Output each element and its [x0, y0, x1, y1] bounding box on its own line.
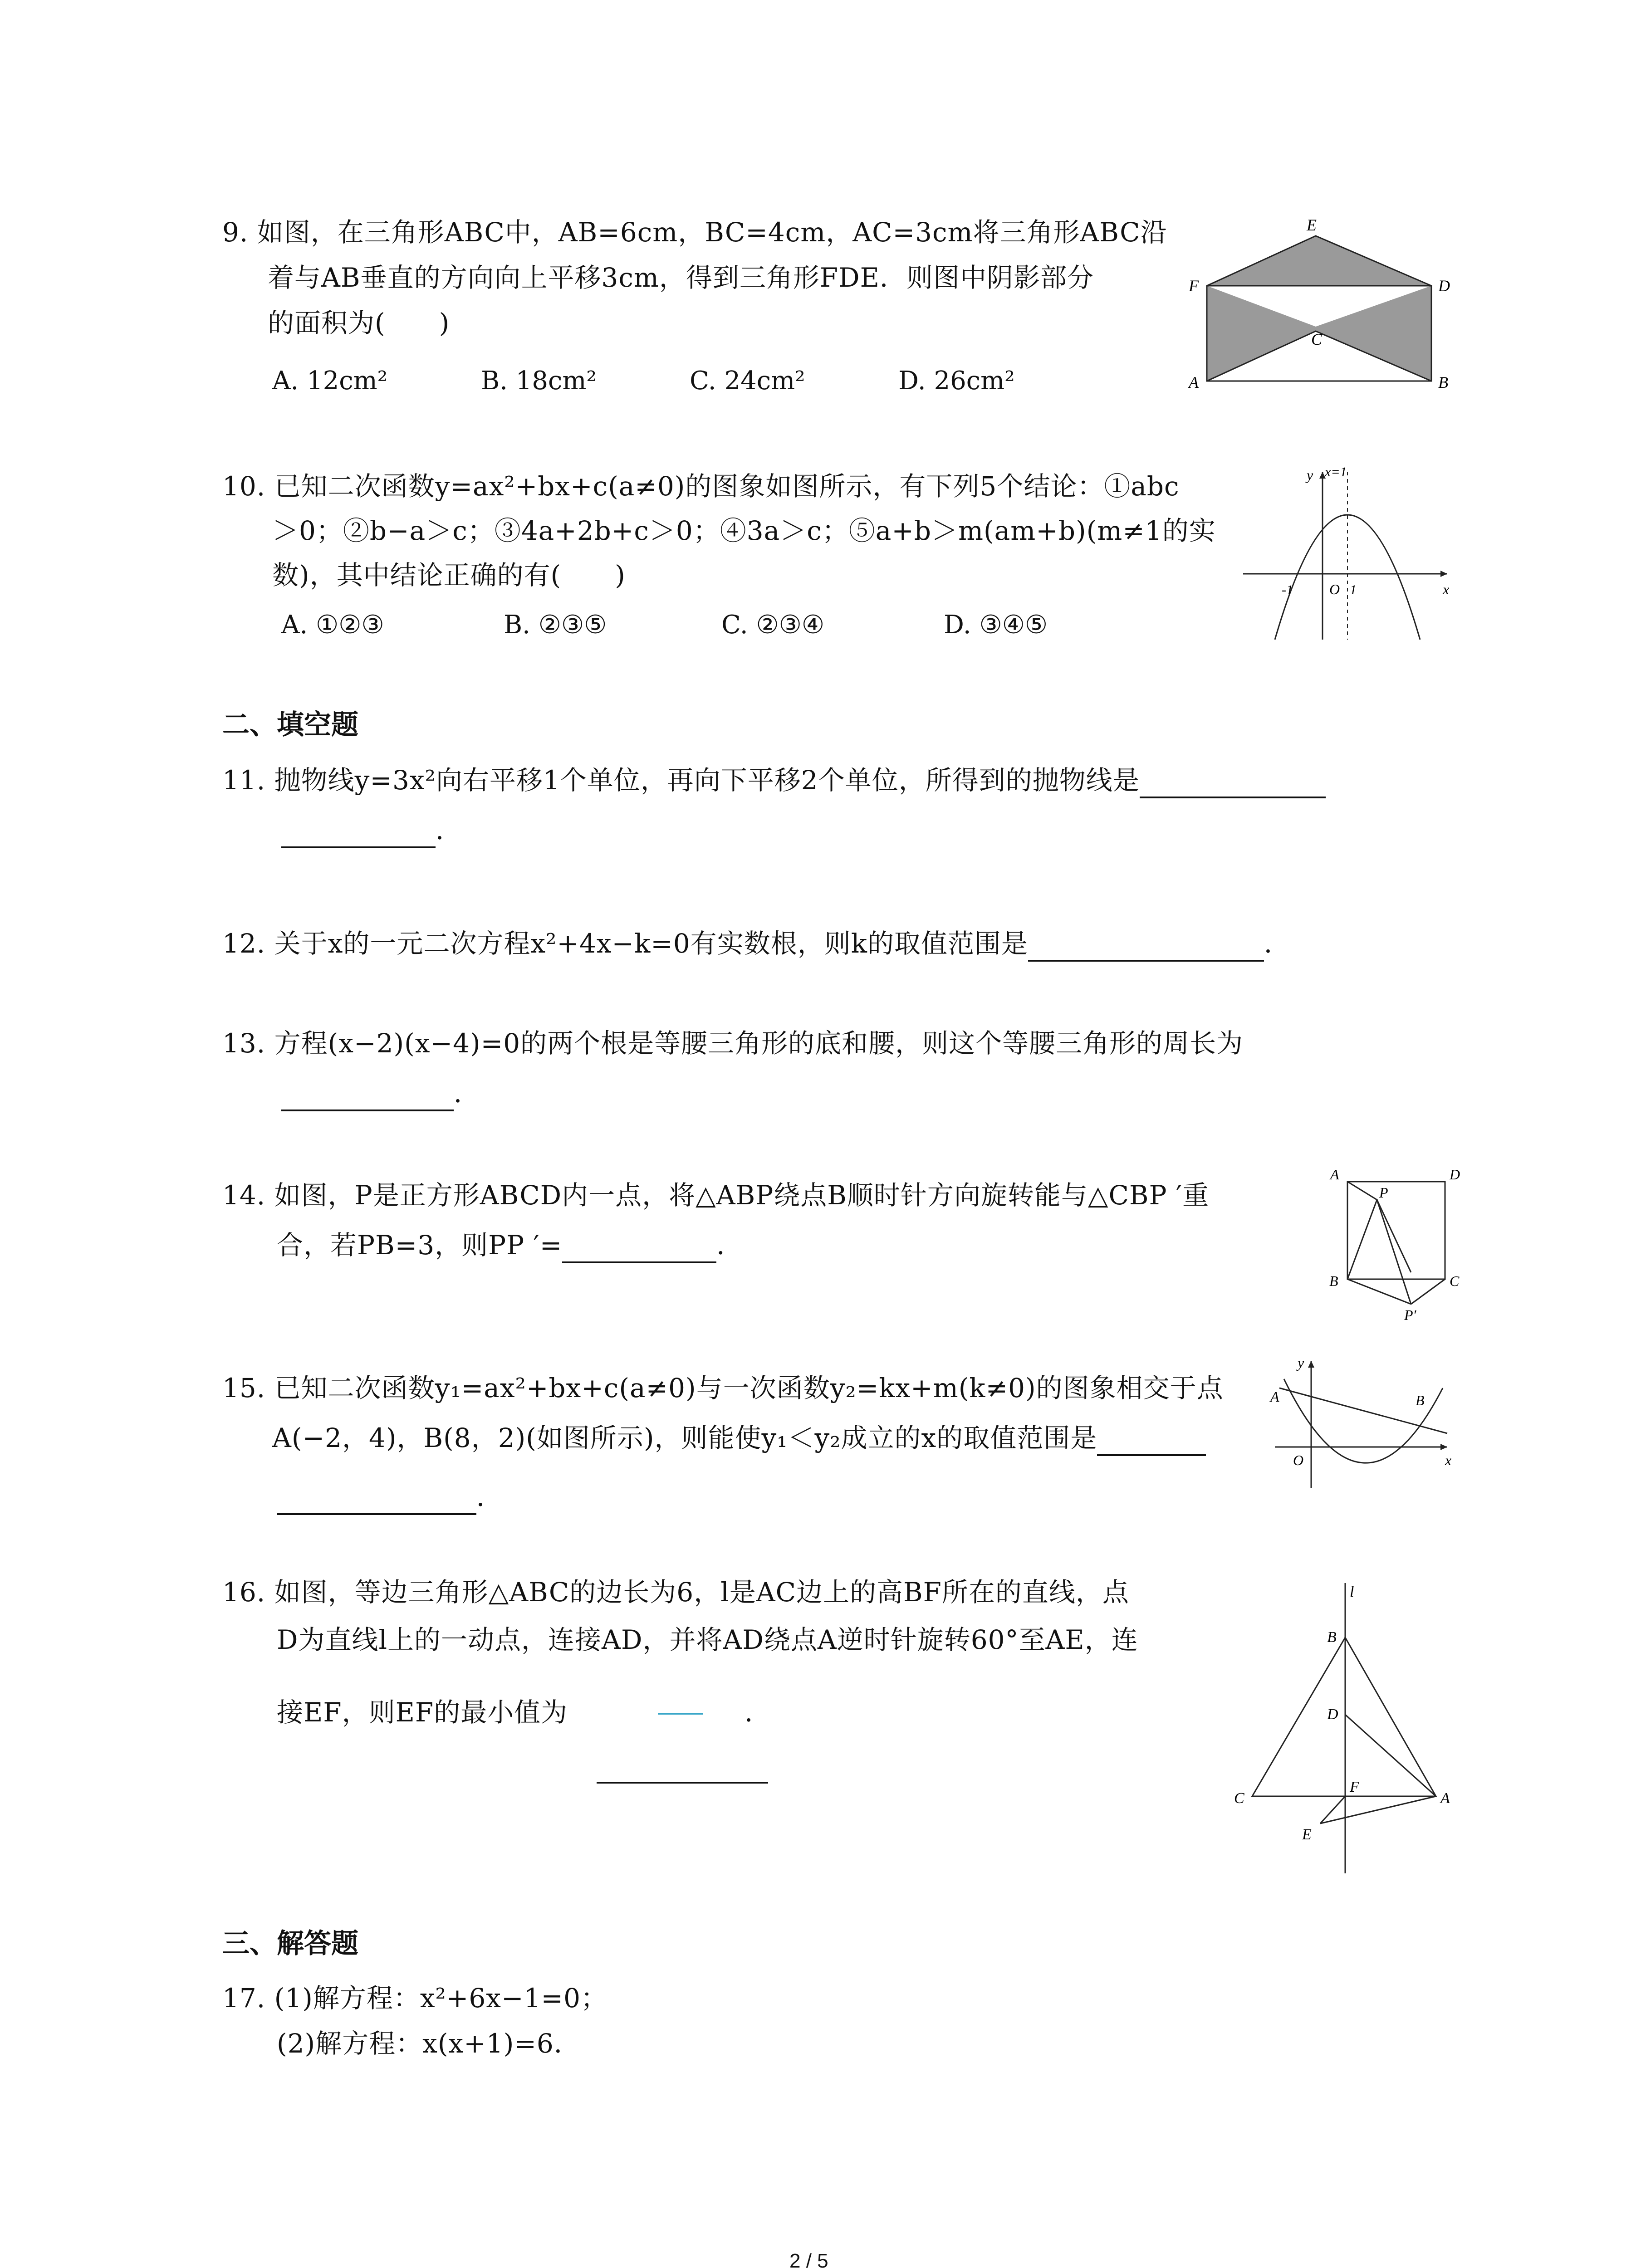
q16-label-c: C	[1234, 1790, 1244, 1807]
q14-label-d: D	[1450, 1166, 1460, 1183]
q16-line1: 16. 如图，等边三角形△ABC的边长为6，l是AC边上的高BF所在的直线，点	[222, 1577, 1129, 1608]
q15-label-a: A	[1270, 1388, 1279, 1405]
q16-label-e: E	[1302, 1826, 1312, 1843]
q12-blank[interactable]	[1028, 933, 1264, 962]
q10-option-b: B. ②③⑤	[504, 610, 607, 640]
q9-figure	[1184, 209, 1465, 399]
q12-text: 12. 关于x的一元二次方程x²+4x−k=0有实数根，则k的取值范围是	[222, 928, 1028, 959]
q13-end: ．	[454, 1078, 481, 1109]
q15-line3	[277, 1479, 503, 1515]
q10-label-o: O	[1329, 581, 1340, 597]
q9-option-c: C. 24cm²	[690, 366, 805, 396]
q11-blank-2[interactable]	[281, 819, 436, 848]
q10-label-1: 1	[1350, 582, 1357, 597]
q13-line1: 13. 方程(x−2)(x−4)=0的两个根是等腰三角形的底和腰，则这个等腰三角形的周长为	[222, 1028, 1244, 1059]
q10-option-c: C. ②③④	[721, 610, 825, 640]
q10-label-m1: -1	[1282, 582, 1293, 597]
q16-blank[interactable]	[597, 1782, 768, 1784]
q9-label-c: C	[1311, 330, 1323, 348]
page-number: 2 / 5	[789, 2250, 828, 2268]
q9-label-d: D	[1438, 277, 1450, 295]
q11-line1	[222, 762, 1326, 798]
q12-line1	[222, 925, 1291, 962]
q12-end: ．	[1264, 928, 1291, 959]
q14-label-c: C	[1450, 1273, 1460, 1289]
q16-figure	[1225, 1579, 1479, 1878]
q15-label-y: y	[1298, 1354, 1304, 1371]
q16-text: 接EF，则EF的最小值为	[277, 1697, 568, 1728]
q16-label-a: A	[1440, 1790, 1450, 1807]
q15-blank-2[interactable]	[277, 1486, 476, 1515]
q16-label-l: l	[1350, 1584, 1354, 1600]
q16-end: ．	[745, 1697, 772, 1728]
q14-line1: 14. 如图，P是正方形ABCD内一点，将△ABP绕点B顺时针方向旋转能与△CBP ′重	[222, 1180, 1210, 1211]
q16-label-d: D	[1327, 1706, 1338, 1723]
q14-text: 合，若PB=3，则PP ′=	[277, 1230, 563, 1261]
q11-text: 11. 抛物线y=3x²向右平移1个单位，再向下平移2个单位，所得到的抛物线是	[222, 765, 1140, 796]
q15-line2	[272, 1420, 1206, 1456]
q9-label-e: E	[1307, 216, 1317, 234]
q14-line2	[277, 1227, 743, 1263]
q15-label-o: O	[1293, 1452, 1304, 1468]
q10-line2: ＞0；②b−a＞c；③4a+2b+c＞0；④3a＞c；⑤a+b＞m(am+b)(m≠1的实	[272, 515, 1216, 546]
q16-answer-dash	[658, 1713, 703, 1715]
q9-label-a: A	[1189, 373, 1199, 391]
q14-label-a: A	[1330, 1166, 1339, 1183]
q11-blank-1[interactable]	[1140, 769, 1326, 798]
q15-text: A(−2，4)，B(8，2)(如图所示)，则能使y₁＜y₂成立的x的取值范围是	[272, 1422, 1097, 1453]
q9-label-f: F	[1189, 277, 1199, 295]
q16-label-b: B	[1327, 1629, 1337, 1646]
q14-figure	[1320, 1161, 1465, 1325]
q13-line2	[281, 1075, 480, 1111]
q14-label-p: P	[1379, 1184, 1388, 1201]
q11-line2	[281, 812, 462, 848]
q16-label-f: F	[1350, 1779, 1359, 1795]
q16-line2: D为直线l上的一动点，连接AD，并将AD绕点A逆时针旋转60°至AE，连	[277, 1624, 1138, 1655]
q15-label-x: x	[1445, 1452, 1452, 1468]
q10-label-y: y	[1307, 467, 1313, 483]
q15-line1: 15. 已知二次函数y₁=ax²+bx+c(a≠0)与一次函数y₂=kx+m(k≠0)的图象相交于点	[222, 1373, 1224, 1403]
q10-figure	[1234, 458, 1461, 649]
q14-label-pprime: P′	[1404, 1307, 1416, 1323]
q15-end: ．	[476, 1481, 504, 1512]
q17-line1: 17. (1)解方程：x²+6x−1=0；	[222, 1983, 608, 2014]
q15-blank-1[interactable]	[1097, 1427, 1206, 1456]
q17-line2: (2)解方程：x(x+1)=6．	[277, 2028, 581, 2059]
q15-label-b: B	[1416, 1392, 1425, 1408]
q10-option-a: A. ①②③	[281, 610, 384, 640]
q9-label-b: B	[1438, 373, 1448, 391]
q9-option-b: B. 18cm²	[481, 366, 597, 396]
q16-line3	[277, 1694, 771, 1730]
q9-option-a: A. 12cm²	[272, 366, 388, 396]
q9-option-d: D. 26cm²	[898, 366, 1015, 396]
q9-line2: 着与AB垂直的方向向上平移3cm，得到三角形FDE．则图中阴影部分	[268, 262, 1094, 293]
q10-label-axis: x=1	[1325, 464, 1347, 479]
q15-figure	[1266, 1352, 1456, 1497]
q14-end: ．	[716, 1230, 744, 1261]
q10-line3: 数)，其中结论正确的有( )	[272, 560, 626, 591]
q10-line1: 10. 已知二次函数y=ax²+bx+c(a≠0)的图象如图所示，有下列5个结论：①abc	[222, 471, 1180, 502]
q9-line1: 9. 如图，在三角形ABC中，AB=6cm，BC=4cm，AC=3cm将三角形ABC沿	[222, 217, 1167, 248]
q9-line3: 的面积为( )	[268, 308, 450, 338]
q10-label-x: x	[1443, 581, 1450, 597]
q10-option-d: D. ③④⑤	[944, 610, 1048, 640]
section-2-heading: 二、填空题	[222, 709, 358, 741]
q14-label-b: B	[1329, 1273, 1338, 1289]
q11-end: ．	[436, 815, 463, 846]
q13-blank[interactable]	[281, 1082, 454, 1111]
q14-blank[interactable]	[562, 1234, 716, 1263]
section-3-heading: 三、解答题	[222, 1928, 358, 1960]
